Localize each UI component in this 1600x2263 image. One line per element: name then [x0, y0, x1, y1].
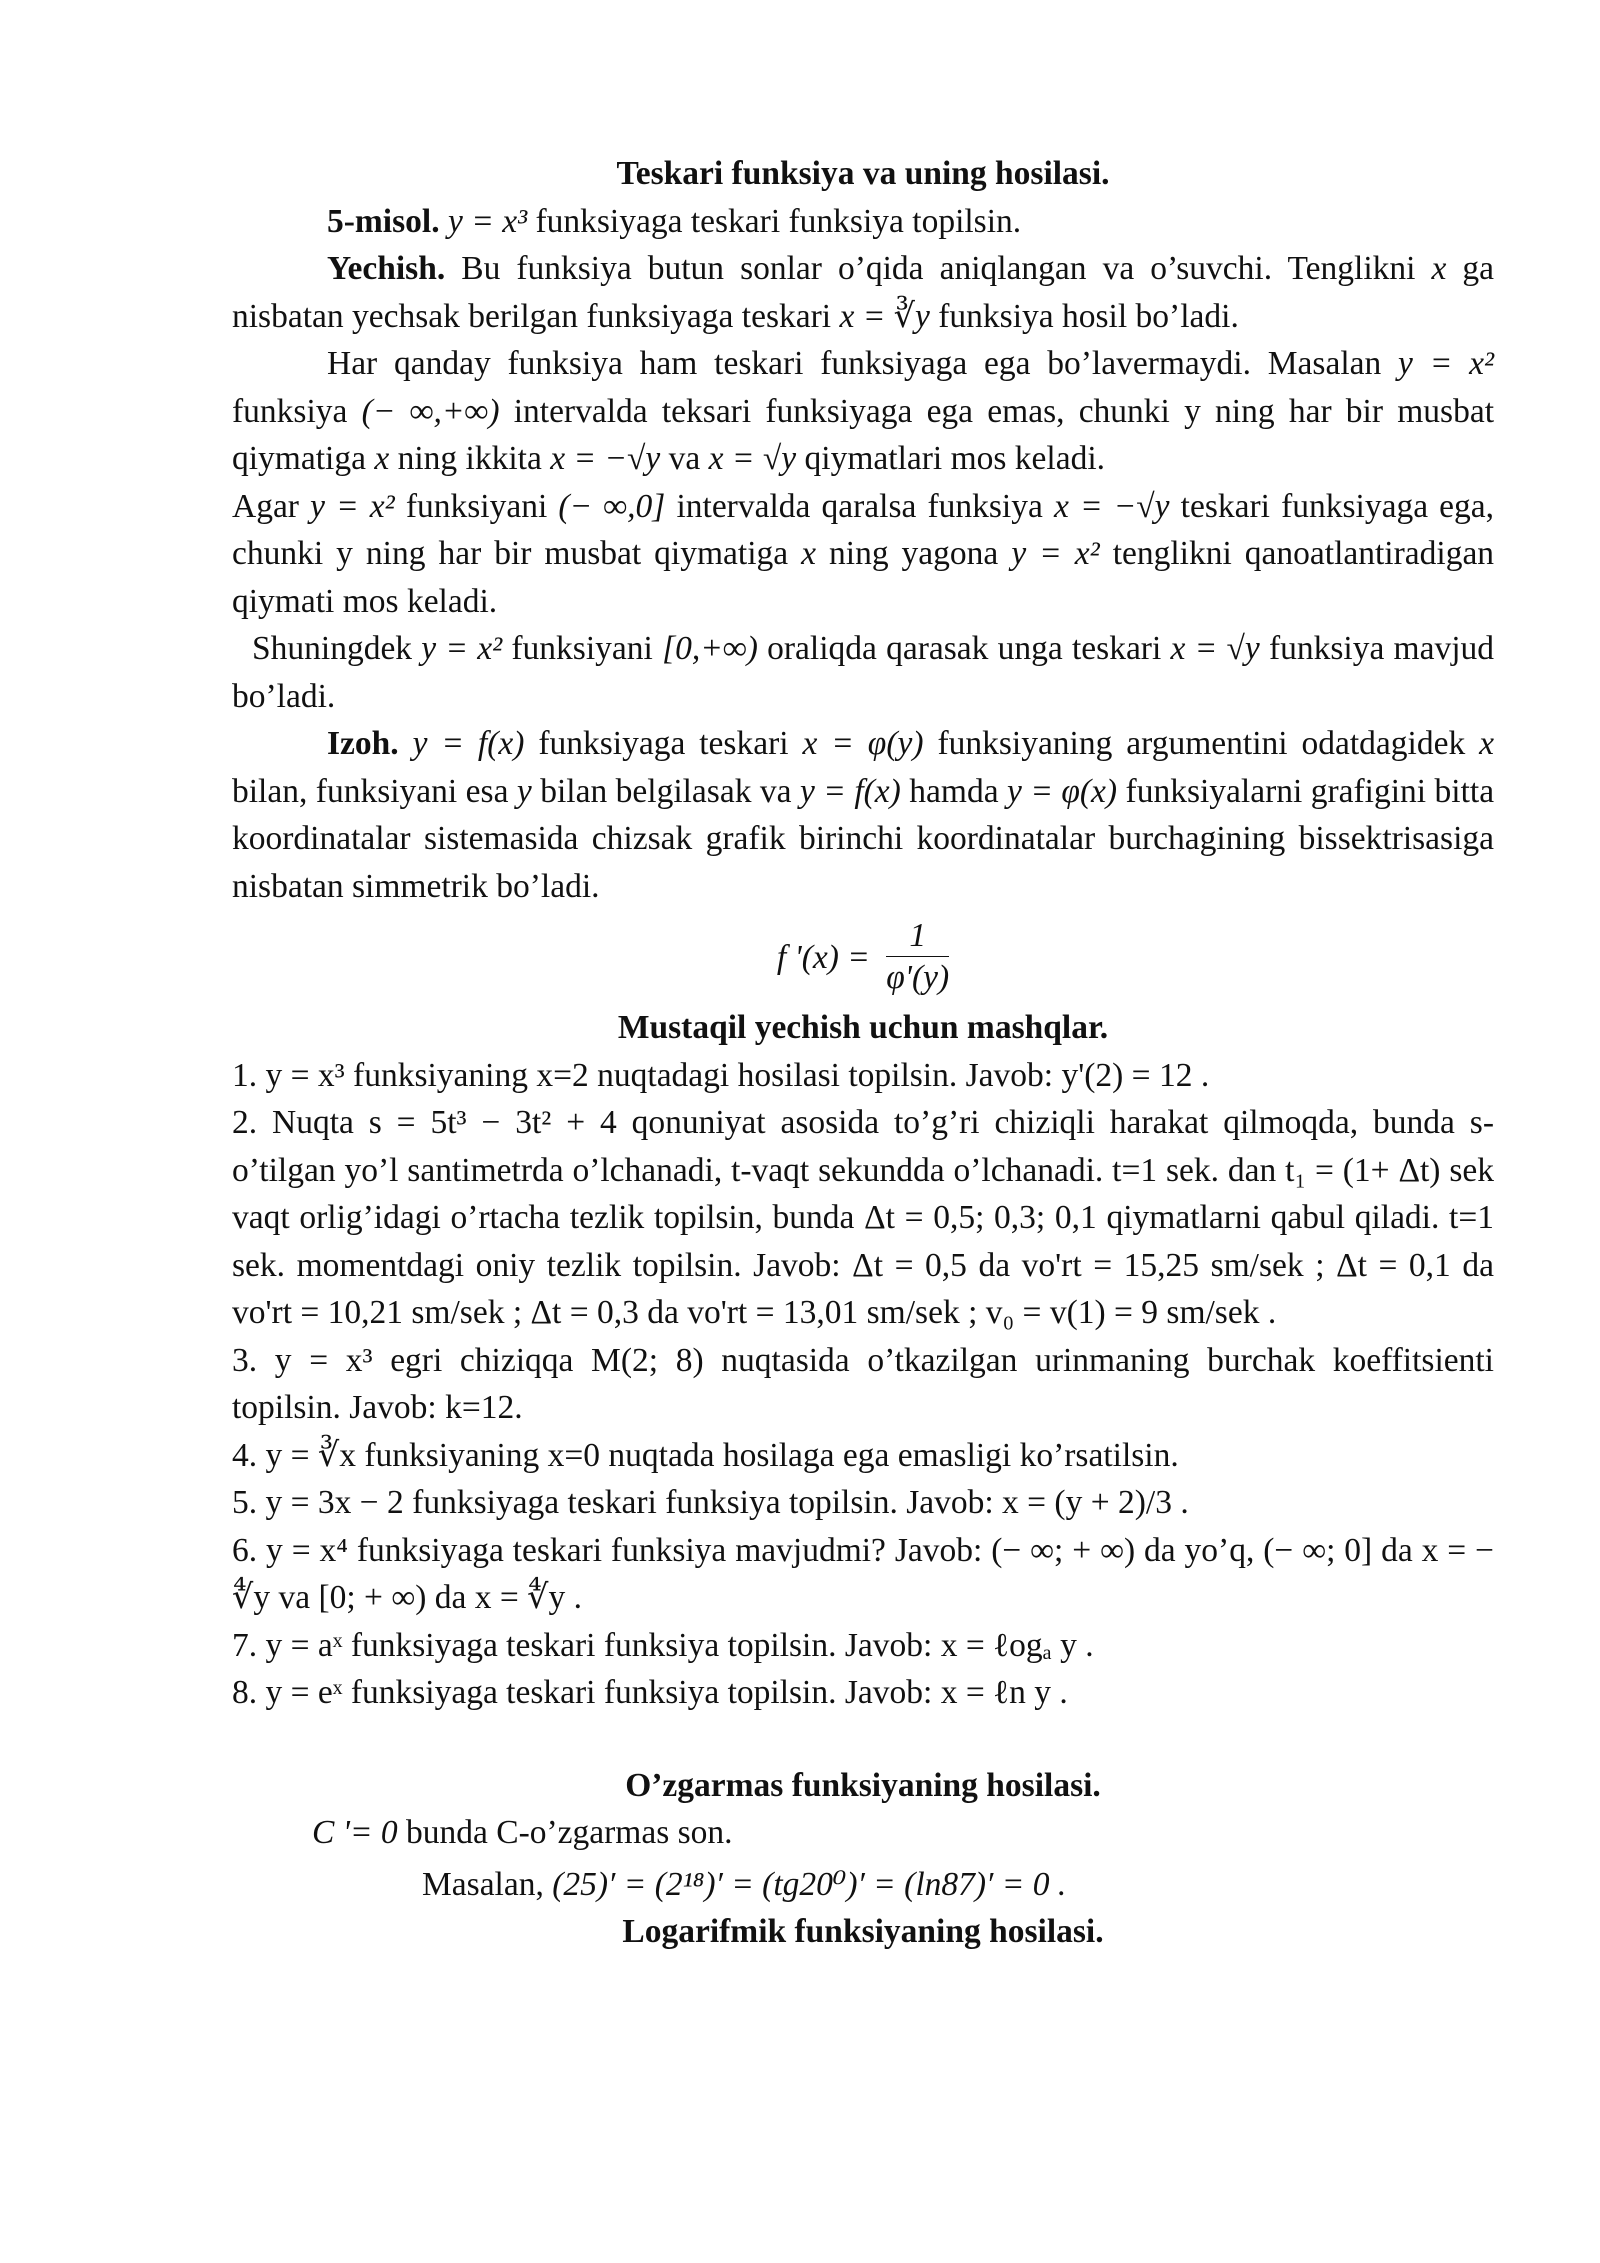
spacer	[232, 1717, 1494, 1762]
para3-text-3: intervalda qaralsa funksiya	[676, 487, 1043, 525]
para2-interval: (− ∞,+∞)	[361, 392, 500, 430]
para4-formula-2: x = √y	[1170, 630, 1260, 667]
para2-formula-3: x = √y	[708, 440, 797, 477]
solution-text-1: Bu funksiya butun sonlar o’qida aniqlangan va o’suvchi. Tenglikni	[461, 250, 1416, 287]
note-text-3: bilan, funksiyani esa	[232, 772, 509, 810]
solution-var: x	[1431, 250, 1447, 287]
note-text-6: funksiyalarni grafigini bitta koordinatalar sistemasida chizsak grafik birinchi koordinatalar burchagining bissektrisasiga nisbatan simmetrik bo’ladi.	[232, 772, 1495, 905]
note-formula-2: x = φ(y)	[802, 725, 924, 762]
exercise-item: 2. Nuqta s = 5t³ − 3t² + 4 qonuniyat asosida to’g’ri chiziqli harakat qilmoqda, bunda s- o’tilgan yo’l santimetrda o’lchanadi, t-vaqt sekundda o’lchanadi. t=1 sek. dan t₁ = (1+ Δt) sek vaqt orlig’idagi o’rtacha tezlik topilsin, bunda Δt = 0,5; 0,3; 0,1 qiymatlarni qabul qiladi. t=1 sek. momentdagi oniy tezlik topilsin. Javob: Δt = 0,5 da vo'rt = 15,25 sm/sek ; Δt = 0,1 da vo'rt = 10,21 sm/sek ; Δt = 0,3 da vo'rt = 13,01 sm/sek ; v₀ = v(1) = 9 sm/sek .	[232, 1104, 1494, 1331]
para3-text-6: tenglikni qanoatlantiradigan qiymati mos keladi.	[232, 535, 1495, 620]
para2-text-2: funksiya	[232, 392, 348, 430]
para3-formula-2: x = −√y	[1053, 487, 1170, 525]
para3-formula-1: y = x²	[310, 487, 395, 525]
section-title-exercises: Mustaqil yechish uchun mashqlar.	[617, 1009, 1109, 1046]
note-var-y: y	[516, 772, 532, 810]
exercise-item: 3. y = x³ egri chiziqqa M(2; 8) nuqtasida o’tkazilgan urinmaning burchak koeffitsienti topilsin. Javob: k=12.	[232, 1341, 1494, 1426]
note-paragraph	[232, 720, 1494, 910]
constant-example-label: Masalan,	[422, 1865, 544, 1903]
para4-formula-1: y = x²	[421, 630, 503, 667]
para3-formula-3: y = x²	[1011, 535, 1100, 572]
example-label: 5-misol.	[327, 202, 440, 240]
para2-formula-1: y = x²	[1398, 345, 1495, 382]
exercise-list	[232, 1052, 1494, 1717]
para3-text-1: Agar	[232, 487, 299, 525]
exercise-item: 6. y = x⁴ funksiyaga teskari funksiya mavjudmi? Javob: (− ∞; + ∞) da yo’q, (− ∞; 0] da x = − ∜y va [0; + ∞) da x = ∜y .	[232, 1531, 1494, 1616]
para2-va: va	[668, 440, 701, 477]
constant-example-formula: (25)′ = (2¹⁸)′ = (tg20⁰)′ = (ln87)′ = 0 .	[552, 1865, 1067, 1903]
formula-denominator: φ'(y)	[886, 959, 950, 996]
note-text-5: hamda	[909, 772, 999, 810]
para3-text-2: funksiyani	[405, 487, 548, 525]
para3-text-5: ning yagona	[829, 535, 999, 572]
note-formula-3: y = f(x)	[799, 772, 901, 810]
paragraph-no-inverse	[232, 340, 1494, 483]
para4-text-4: funksiya mavjud bo’ladi.	[232, 630, 1495, 715]
derivative-inverse-formula	[232, 916, 1494, 1004]
solution-text-2: ga nisbatan yechsak berilgan funksiyaga teskari	[232, 250, 1495, 335]
para2-formula-2: x = −√y	[550, 440, 661, 477]
section-title-inverse-function: Teskari funksiya va uning hosilasi.	[616, 155, 1110, 192]
note-formula-1: y = f(x)	[412, 725, 525, 762]
constant-example	[232, 1861, 1494, 1909]
exercise-item: 7. y = aˣ funksiyaga teskari funksiya topilsin. Javob: x = ℓogₐ y .	[232, 1626, 1094, 1664]
formula-lhs: f '(x) =	[776, 938, 870, 976]
example-5	[232, 198, 1494, 246]
exercise-item: 4. y = ∛x funksiyaning x=0 nuqtada hosilaga ega emasligi ko’rsatilsin.	[232, 1436, 1179, 1474]
solution-text-3: funksiya hosil bo’ladi.	[938, 297, 1239, 335]
para3-interval: (− ∞,0]	[558, 487, 666, 525]
para4-text-3: oraliqda qarasak unga teskari	[767, 630, 1162, 667]
formula-fraction	[886, 916, 949, 999]
note-label: Izoh.	[327, 725, 399, 762]
exercise-item: 5. y = 3x − 2 funksiyaga teskari funksiya topilsin. Javob: x = (y + 2)/3 .	[232, 1484, 1189, 1521]
para2-text-1: Har qanday funksiya ham teskari funksiyaga ega bo’lavermaydi. Masalan	[327, 345, 1382, 382]
note-text-4: bilan belgilasak va	[540, 772, 792, 810]
note-formula-4: y = φ(x)	[1007, 772, 1118, 810]
exercise-item: 8. y = eˣ funksiyaga teskari funksiya topilsin. Javob: x = ℓn y .	[232, 1674, 1068, 1711]
para2-text-3: intervalda teksari funksiyaga ega emas, chunki y ning har bir musbat qiymatiga	[232, 392, 1495, 477]
example-text: funksiyaga teskari funksiya topilsin.	[535, 202, 1022, 240]
exercise-item: 1. y = x³ funksiyaning x=2 nuqtadagi hosilasi topilsin. Javob: y'(2) = 12 .	[232, 1056, 1210, 1094]
para2-var: x	[374, 440, 390, 477]
note-text-2: funksiyaning argumentini odatdagidek	[937, 725, 1466, 762]
para3-text-4: teskari funksiyaga ega, chunki y ning har bir musbat qiymatiga	[232, 487, 1495, 572]
section-title-log-derivative: Logarifmik funksiyaning hosilasi.	[622, 1913, 1104, 1950]
section-title-constant-derivative: O’zgarmas funksiyaning hosilasi.	[625, 1766, 1101, 1804]
formula-numerator: 1	[886, 916, 949, 957]
para2-text-4: ning ikkita	[397, 440, 542, 477]
solution-paragraph	[232, 245, 1494, 340]
constant-rule	[232, 1809, 1494, 1857]
note-var-x: x	[1479, 725, 1494, 762]
constant-rule-text: bunda C-o’zgarmas son.	[406, 1814, 733, 1851]
paragraph-agar	[232, 483, 1494, 626]
para3-var: x	[801, 535, 817, 572]
paragraph-shuningdek	[232, 625, 1494, 720]
para4-interval: [0,+∞)	[662, 630, 758, 667]
solution-formula: x = ∛y	[839, 297, 930, 335]
constant-rule-formula: C '= 0	[312, 1814, 398, 1851]
para2-text-5: qiymatlari mos keladi.	[804, 440, 1106, 477]
example-formula: y = x³	[447, 202, 528, 240]
para4-text-1: Shuningdek	[252, 630, 413, 667]
para4-text-2: funksiyani	[511, 630, 653, 667]
page-content	[232, 150, 1494, 1956]
note-text-1: funksiyaga teskari	[538, 725, 789, 762]
solution-label: Yechish.	[327, 250, 446, 287]
